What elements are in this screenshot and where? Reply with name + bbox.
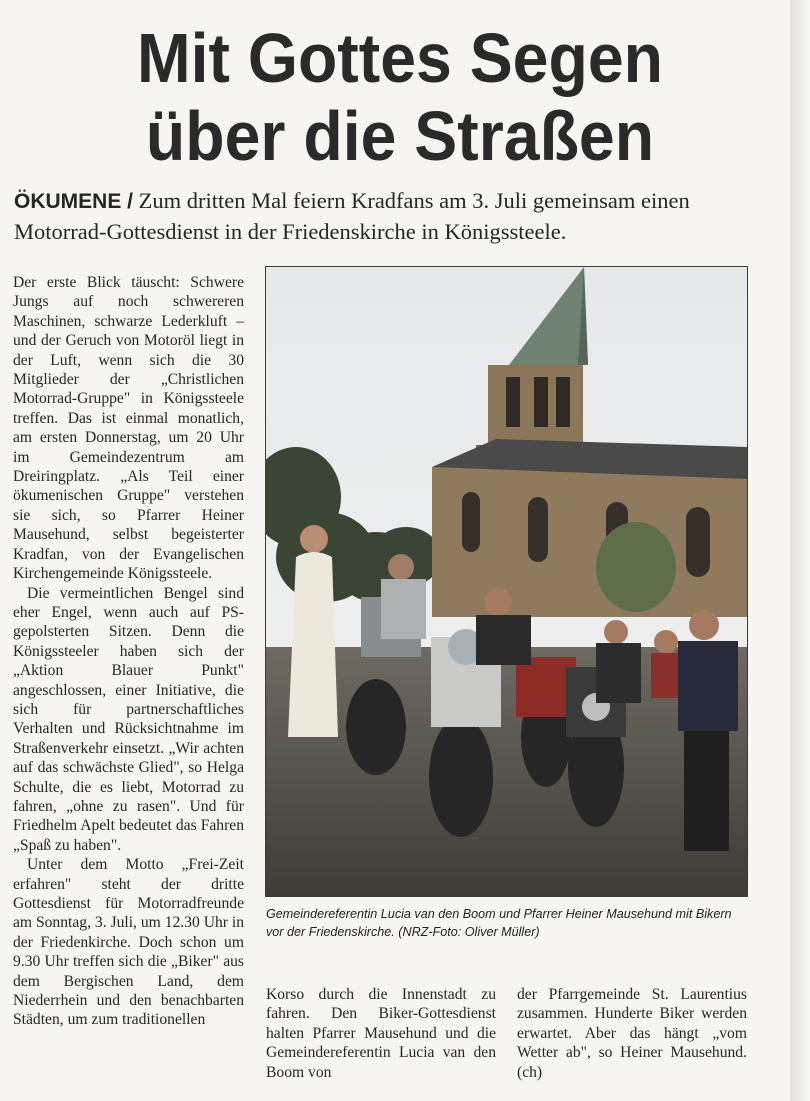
deck-text: Zum dritten Mal feiern Kradfans am 3. Juli gemeinsam einen Motorrad-Gottesdienst in der Friedenskirche in Königssteele.	[14, 188, 690, 244]
article-column-3	[517, 985, 747, 1082]
paper-edge	[790, 0, 810, 1101]
rubric-label: ÖKUMENE /	[14, 190, 134, 213]
article-column-1	[13, 273, 244, 1030]
paragraph-1: Der erste Blick täuscht: Schwere Jungs auf noch schwereren Maschinen, schwarze Lederkluft – und der Geruch von Motoröl liegt in der Luft, wenn sich die 30 Mitglieder der „Christlichen Motorrad-Gruppe" in Königssteele treffen. Das ist einmal monatlich, am ersten Donnerstag, um 20 Uhr im Gemeindezentrum am Dreiringplatz. „Als Teil einer ökumenischen Gruppe" verstehen sie sich, so Pfarrer Heiner Mausehund, selbst begeisterter Kradfan, von der Evangelischen Kirchengemeinde Königssteele.	[13, 274, 244, 583]
headline-line-1: Mit Gottes Segen	[136, 19, 663, 97]
article-photo	[265, 266, 748, 897]
article-column-2	[266, 985, 496, 1082]
column-2-text: Korso durch die Innenstadt zu fahren. Den Biker-Gottesdienst halten Pfarrer Mausehund und die Gemeindereferentin Lucia van den Boom von	[266, 986, 496, 1081]
photo-caption: Gemeindereferentin Lucia van den Boom und Pfarrer Heiner Mausehund mit Bikern vor der Friedenskirche. (NRZ-Foto: Oliver Müller)	[266, 907, 732, 939]
paragraph-2: Die vermeintlichen Bengel sind eher Engel, wenn auch auf PS-gepolsterten Sitzen. Denn die Königssteeler haben sich der „Aktion Blauer Punkt" angeschlossen, einer Initiative, die sich für partnerschaftliches Verhalten und Rücksichtnahme im Straßenverkehr einsetzt. „Wir achten auf das schwächste Glied", so Helga Schulte, die es liebt, Motorrad zu fahren, „ohne zu rasen". Und für Friedhelm Apelt bedeutet das Fahren „Spaß zu haben".	[13, 584, 244, 854]
paragraph-3: Unter dem Motto „Frei-Zeit erfahren" steht der dritte Gottesdienst für Motorradfreunde am Sonntag, 3. Juli, um 12.30 Uhr in der Friedenkirche. Doch schon um 9.30 Uhr treffen sich die „Biker" aus dem Bergischen Land, dem Niederrhein und den benachbarten Städten, um zum traditionellen	[13, 856, 244, 1029]
headline-line-2: über die Straßen	[145, 97, 655, 175]
column-3-text: der Pfarrgemeinde St. Laurentius zusammen. Hunderte Biker werden erwartet. Aber das hängt „vom Wetter ab", so Heiner Mausehund. (ch)	[517, 986, 747, 1081]
subheadline	[14, 186, 774, 247]
